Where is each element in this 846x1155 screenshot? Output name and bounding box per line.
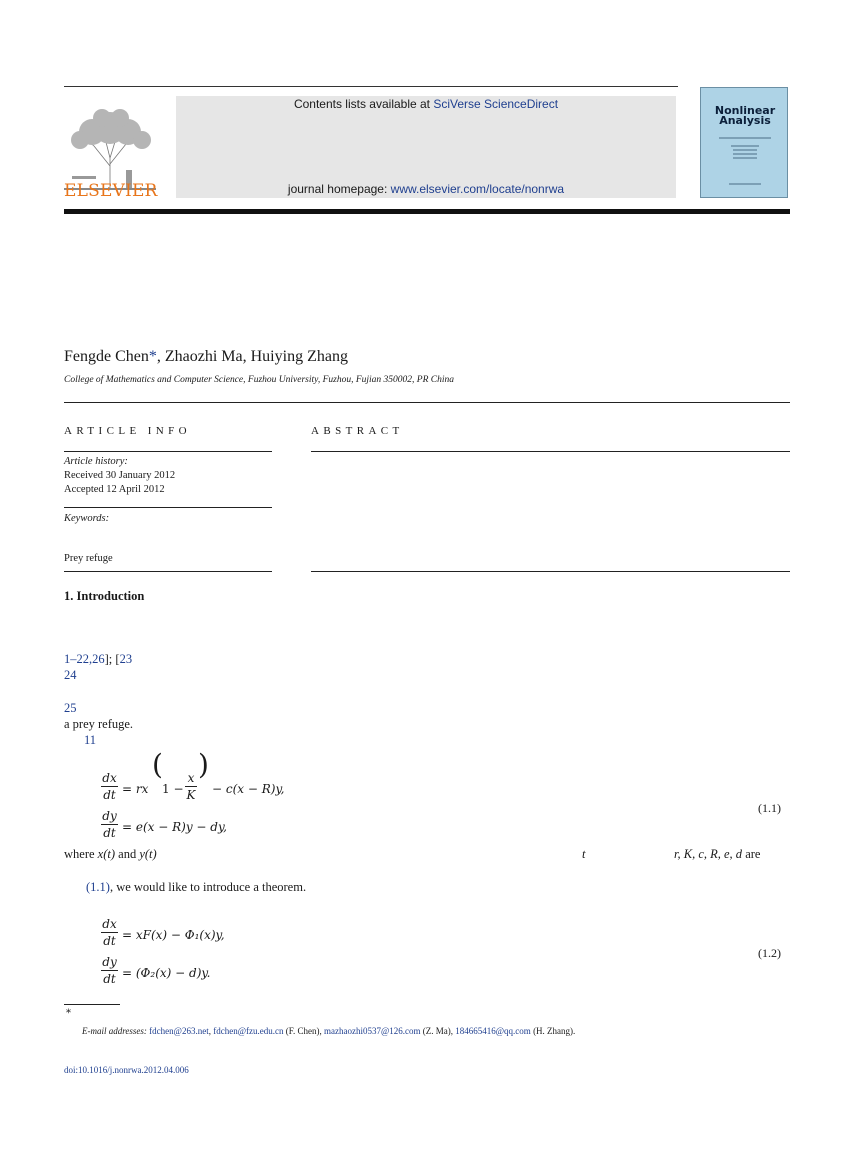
theorem-text: , we would like to introduce a theorem. <box>109 880 307 894</box>
equation-number: (1.1) <box>758 801 781 815</box>
cover-title: Nonlinear Analysis <box>714 104 776 127</box>
received-date: Received 30 January 2012 <box>64 470 176 481</box>
frac-den: dt <box>103 826 116 840</box>
divider <box>64 507 272 508</box>
eq-rhs: = xF(x) − Φ₁(x)y, <box>122 928 225 942</box>
ref-link[interactable]: 1–22,26 <box>64 652 105 666</box>
eq-rhs: = rx <box>122 782 149 796</box>
keyword: Prey refuge <box>64 553 113 564</box>
header-thick-rule <box>64 209 790 214</box>
eq-rhs: = e(x − R)y − dy, <box>122 820 227 834</box>
frac-num: dy <box>102 955 117 969</box>
footnote-rule <box>64 1004 120 1005</box>
top-rule <box>64 86 678 87</box>
email-link[interactable]: 184665416@qq.com <box>455 1026 531 1036</box>
elsevier-wordmark: ELSEVIER <box>64 181 158 201</box>
author-initial: (Z. Ma), <box>420 1026 456 1036</box>
section-heading: 1. Introduction <box>64 589 145 603</box>
divider <box>64 571 272 572</box>
contents-prefix: Contents lists available at <box>293 97 434 111</box>
accepted-date: Accepted 12 April 2012 <box>64 484 165 495</box>
homepage-link[interactable]: www.elsevier.com/locate/nonrwa <box>390 182 565 196</box>
param-list: r, K, c, R, e, d <box>674 847 743 861</box>
where-and: and <box>115 847 140 861</box>
author-initial: (H. Zhang). <box>530 1026 576 1036</box>
fraction-x-K <box>185 771 197 802</box>
article-info-heading: ARTICLE INFO <box>64 425 191 437</box>
ref-link[interactable]: 11 <box>84 733 97 747</box>
abstract-heading: ABSTRACT <box>311 425 404 437</box>
divider <box>311 451 790 452</box>
var-yt: y(t) <box>139 847 157 861</box>
sciencedirect-link[interactable]: SciVerse ScienceDirect <box>433 97 559 111</box>
affiliation: College of Mathematics and Computer Science, Fuzhou University, Fuzhou, Fujian 350002, PR China <box>64 375 454 385</box>
contents-line <box>176 97 676 111</box>
eq-ref-link[interactable]: (1.1) <box>86 880 110 894</box>
divider <box>64 451 272 452</box>
frac-den: K <box>186 788 196 802</box>
cover-text-lines <box>711 134 779 192</box>
homepage-prefix: journal homepage: <box>287 182 391 196</box>
sep: , <box>208 1026 214 1036</box>
frac-den: dt <box>103 788 116 802</box>
ref-link[interactable]: 23 <box>119 652 133 666</box>
where-line <box>64 847 790 862</box>
frac-den: dt <box>103 972 116 986</box>
author-first: Fengde Chen <box>64 348 149 365</box>
journal-cover[interactable] <box>700 87 788 198</box>
footnote-marker: * <box>66 1008 71 1019</box>
article-history-label: Article history: <box>64 456 128 467</box>
left-paren: ( <box>152 748 163 781</box>
eq-rhs: = (Φ₂(x) − d)y. <box>122 966 211 980</box>
frac-num: dx <box>102 771 117 785</box>
doi-link[interactable]: doi:10.1016/j.nonrwa.2012.04.006 <box>64 1065 189 1075</box>
author-rest: , Zhaozhi Ma, Huiying Zhang <box>156 348 348 365</box>
fraction-dx-dt <box>101 771 118 802</box>
ref-link[interactable]: 24 <box>64 668 77 682</box>
where-prefix: where <box>64 847 98 861</box>
ref-link[interactable]: 25 <box>64 701 77 715</box>
divider <box>64 402 790 403</box>
body-text: a prey refuge. <box>64 717 134 731</box>
email-link[interactable]: fdchen@fzu.edu.cn <box>213 1026 284 1036</box>
frac-num: x <box>187 771 195 785</box>
author-line <box>64 348 348 366</box>
eq-rhs: − c(x − R)y, <box>212 782 285 796</box>
frac-den: dt <box>103 934 116 948</box>
fraction-dx-dt <box>101 917 118 948</box>
fraction-dy-dt <box>101 955 118 986</box>
frac-num: dy <box>102 809 117 823</box>
var-xt: x(t) <box>97 847 116 861</box>
email-link[interactable]: fdchen@263.net <box>149 1026 209 1036</box>
reference-line <box>64 652 132 667</box>
equation-number: (1.2) <box>758 946 781 960</box>
params <box>674 847 760 862</box>
fraction-dy-dt <box>101 809 118 840</box>
var-t: t <box>582 847 586 861</box>
keywords-label: Keywords: <box>64 513 110 524</box>
email-link[interactable]: mazhaozhi0537@126.com <box>324 1026 421 1036</box>
frac-num: dx <box>102 917 117 931</box>
author-initial: (F. Chen), <box>283 1026 324 1036</box>
where-are: are <box>742 847 761 861</box>
corresponding-author-marker[interactable]: * <box>148 348 157 365</box>
divider <box>311 571 790 572</box>
email-footnote <box>82 1026 575 1036</box>
right-paren: ) <box>198 748 209 781</box>
email-label: E-mail addresses: <box>82 1026 150 1036</box>
theorem-line <box>86 880 306 895</box>
ref-sep: ]; [ <box>104 652 120 666</box>
homepage-line <box>176 182 676 196</box>
eq-rhs: 1 − <box>162 782 184 796</box>
